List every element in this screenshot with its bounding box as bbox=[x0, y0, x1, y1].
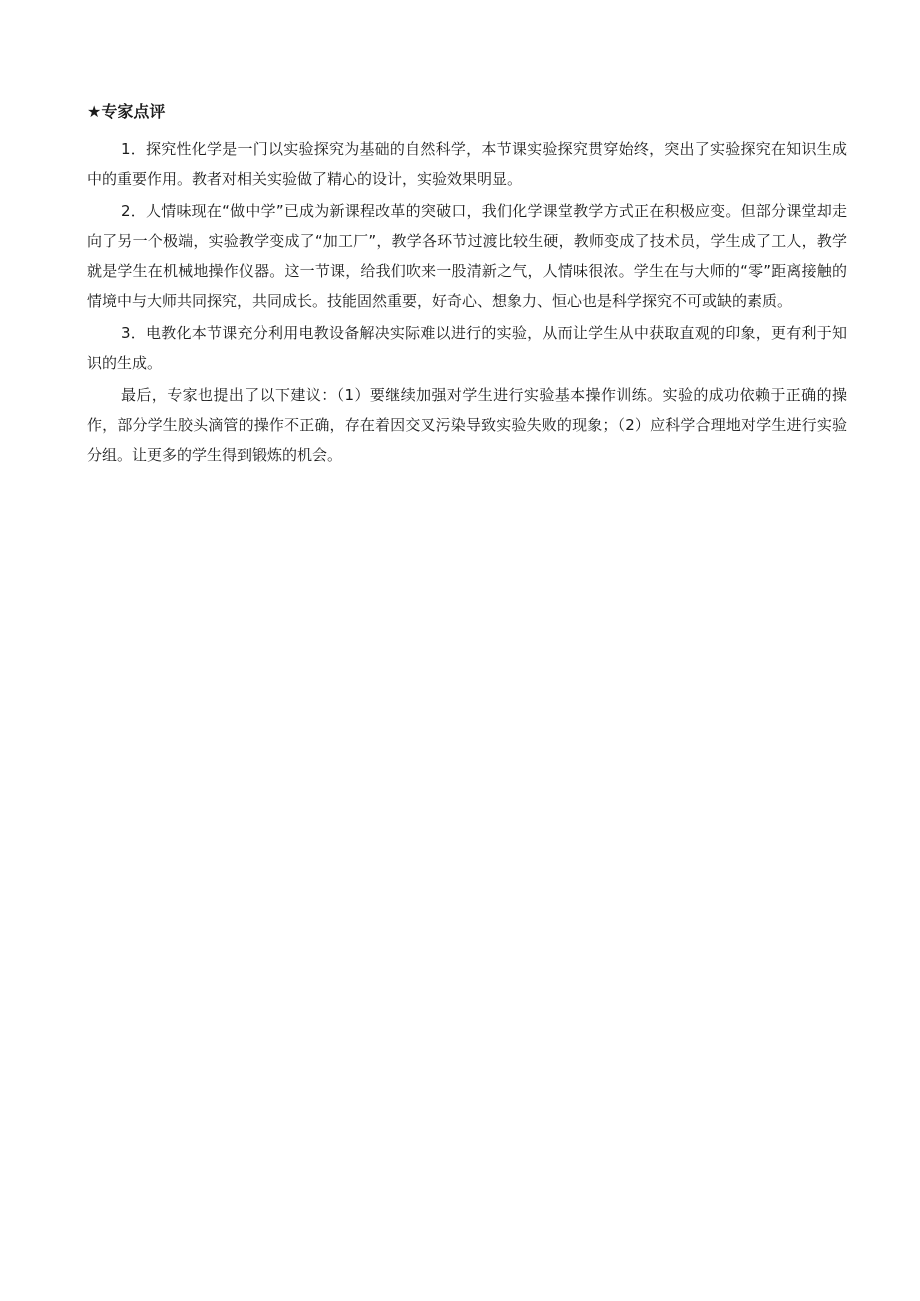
document-body bbox=[87, 100, 847, 472]
section-heading: ★专家点评 bbox=[87, 102, 166, 121]
paragraph-inquiry: 1．探究性化学是一门以实验探究为基础的自然科学，本节课实验探究贯穿始终，突出了实验探究在知识生成中的重要作用。教者对相关实验做了精心的设计，实验效果明显。 bbox=[87, 140, 847, 188]
paragraph-audiovisual: 3．电教化本节课充分利用电教设备解决实际难以进行的实验，从而让学生从中获取直观的印象，更有利于知识的生成。 bbox=[87, 324, 847, 372]
paragraph-suggestions: 最后，专家也提出了以下建议：（1）要继续加强对学生进行实验基本操作训练。实验的成功依赖于正确的操作，部分学生胶头滴管的操作不正确，存在着因交叉污染导致实验失败的现象；（2）应科学合理地对学生进行实验分组。让更多的学生得到锻炼的机会。 bbox=[87, 386, 847, 464]
paragraph-human-touch: 2．人情味现在“做中学”已成为新课程改革的突破口，我们化学课堂教学方式正在积极应变。但部分课堂却走向了另一个极端，实验教学变成了“加工厂”，教学各环节过渡比较生硬，教师变成了技术员，学生成了工人，教学就是学生在机械地操作仪器。这一节课，给我们吹来一股清新之气，人情味很浓。学生在与大师的“零”距离接触的情境中与大师共同探究，共同成长。技能固然重要，好奇心、想象力、恒心也是科学探究不可或缺的素质。 bbox=[87, 202, 847, 310]
